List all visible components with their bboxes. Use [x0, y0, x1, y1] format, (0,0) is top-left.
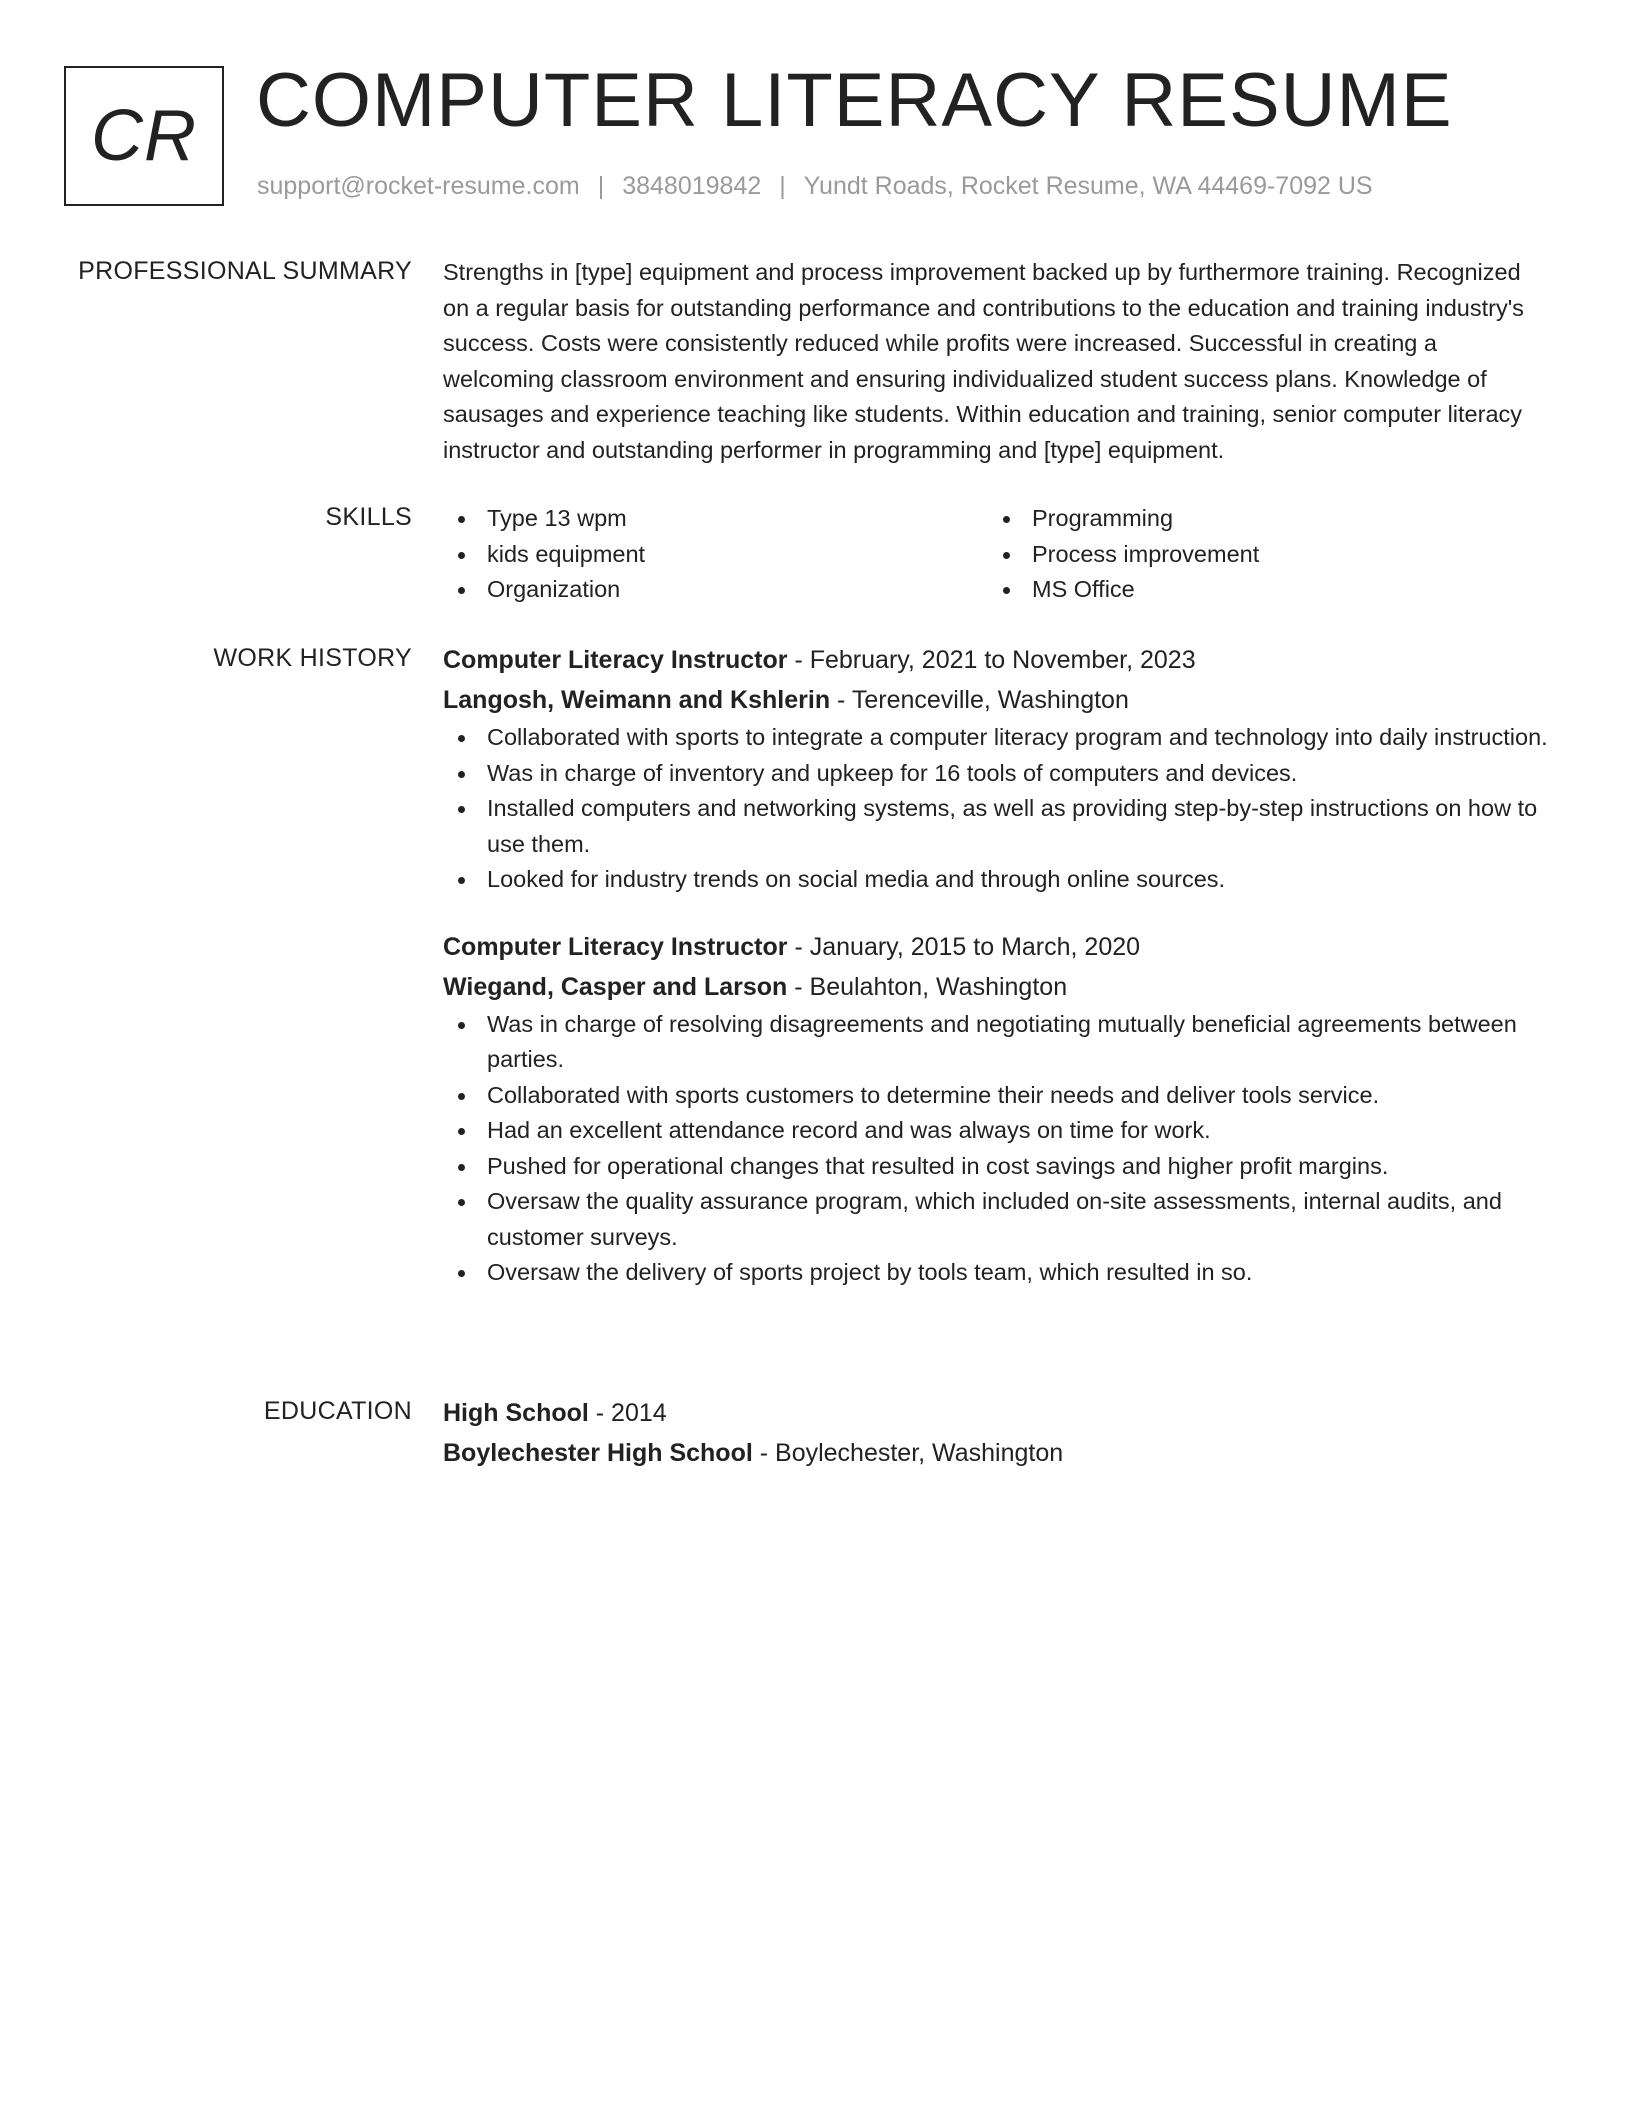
job-dates: - February, 2021 to November, 2023 [787, 646, 1196, 674]
education-location: - Boylechester, Washington [752, 1439, 1064, 1467]
education-degree-line [443, 1393, 1553, 1433]
education-school-line [443, 1433, 1553, 1473]
education-body [443, 1393, 1553, 1473]
job-bullet: Installed computers and networking systems, as well as providing step-by-step instructions on how to use them. [443, 791, 1553, 862]
contact-line [257, 172, 1373, 201]
job-entry [443, 927, 1553, 1291]
job-company: Langosh, Weimann and Kshlerin [443, 686, 831, 714]
contact-separator: | [597, 172, 605, 200]
job-bullet-list [443, 1007, 1553, 1291]
skill-item: Process improvement [988, 537, 1533, 573]
education-degree: High School [443, 1399, 589, 1427]
contact-address: Yundt Roads, Rocket Resume, WA 44469-7092 US [803, 172, 1373, 200]
summary-text: Strengths in [type] equipment and process improvement backed up by furthermore training. Recognized on a regular basis for outstanding performance and contributions to the education and training industry's success. Costs were consistently reduced while profits were increased. Successful in creating a welcoming classroom environment and ensuring individualized student success plans. Knowledge of sausages and experience teaching like students. Within education and training, senior computer literacy instructor and outstanding performer in programming and [type] equipment. [443, 259, 1524, 463]
skill-item: Organization [443, 572, 988, 608]
summary-body [443, 255, 1553, 468]
job-title-line [443, 640, 1553, 680]
monogram-box [64, 66, 224, 206]
job-company-line [443, 967, 1553, 1007]
contact-email: support@rocket-resume.com [257, 172, 580, 200]
job-bullet: Was in charge of inventory and upkeep for 16 tools of computers and devices. [443, 756, 1553, 792]
resume-title: COMPUTER LITERACY RESUME [256, 58, 1453, 143]
section-label-work-history: WORK HISTORY [213, 644, 412, 672]
job-company: Wiegand, Casper and Larson [443, 972, 788, 1001]
job-bullet: Looked for industry trends on social media and through online sources. [443, 862, 1553, 898]
job-bullet: Oversaw the quality assurance program, which included on-site assessments, internal audits, and customer surveys. [443, 1184, 1553, 1255]
skill-item: MS Office [988, 572, 1533, 608]
job-bullet: Collaborated with sports customers to determine their needs and deliver tools service. [443, 1078, 1553, 1114]
monogram-initials: CR [91, 96, 197, 176]
job-title-line [443, 927, 1553, 967]
work-history-body [443, 640, 1553, 1291]
job-location: - Beulahton, Washington [787, 972, 1068, 1001]
job-bullet: Collaborated with sports to integrate a computer literacy program and technology into daily instruction. [443, 720, 1553, 756]
job-title: Computer Literacy Instructor [443, 932, 788, 961]
skills-list-right [988, 501, 1533, 608]
education-school: Boylechester High School [443, 1439, 753, 1467]
section-label-skills: SKILLS [325, 503, 412, 531]
skills-body [443, 501, 1553, 608]
job-title: Computer Literacy Instructor [443, 646, 788, 674]
job-location: - Terenceville, Washington [830, 686, 1129, 714]
skill-item: Type 13 wpm [443, 501, 988, 537]
job-bullet: Was in charge of resolving disagreements and negotiating mutually beneficial agreements between parties. [443, 1007, 1553, 1078]
job-bullet: Pushed for operational changes that resulted in cost savings and higher profit margins. [443, 1149, 1553, 1185]
skill-item: kids equipment [443, 537, 988, 573]
job-company-line [443, 680, 1553, 720]
contact-separator: | [779, 172, 786, 200]
job-entry [443, 640, 1553, 898]
section-label-summary: PROFESSIONAL SUMMARY [78, 257, 412, 285]
contact-phone: 3848019842 [622, 172, 762, 200]
job-bullet: Oversaw the delivery of sports project by tools team, which resulted in so. [443, 1255, 1553, 1291]
job-bullet-list [443, 720, 1553, 898]
job-dates: - January, 2015 to March, 2020 [787, 932, 1141, 961]
job-bullet: Had an excellent attendance record and was always on time for work. [443, 1113, 1553, 1149]
skill-item: Programming [988, 501, 1533, 537]
skills-list-left [443, 501, 988, 608]
education-year: - 2014 [588, 1399, 667, 1427]
section-label-education: EDUCATION [263, 1397, 412, 1425]
